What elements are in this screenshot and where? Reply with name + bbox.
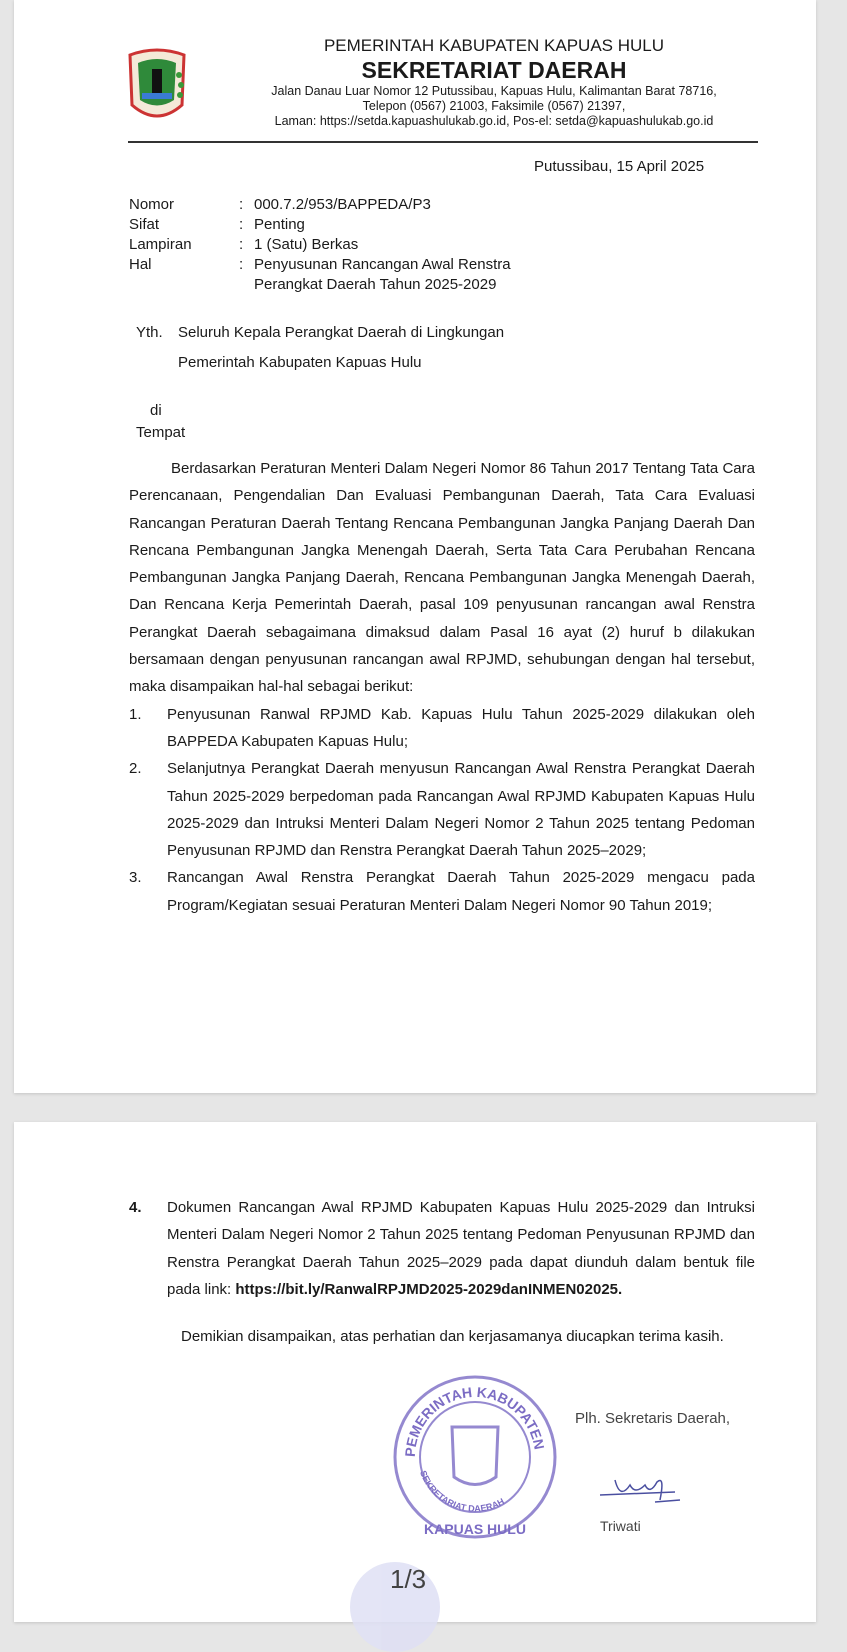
di-label: di <box>150 402 162 419</box>
item-text: Dokumen Rancangan Awal RPJMD Kabupaten Kapuas Hulu 2025-2029 dan Intruksi Menteri Dalam Negeri Nomor 2 Tahun 2025 tentang Pedoman Penyusunan RPJMD dan Renstra Perangkat Daerah Tahun 2025–2029 pada dapat diunduh dalam bentuk file pada link: <box>167 1199 755 1298</box>
recipient-line-2: Pemerintah Kabupaten Kapuas Hulu <box>178 354 422 371</box>
letterhead <box>214 36 774 129</box>
list-item <box>129 1194 755 1303</box>
meta-key: Nomor <box>129 196 175 213</box>
tempat-label: Tempat <box>136 424 186 441</box>
signatory-name: Triwati <box>600 1518 641 1534</box>
letter-body <box>129 455 755 919</box>
download-link[interactable]: https://bit.ly/RanwalRPJMD2025-2029danINMEN02025. <box>235 1280 623 1298</box>
list-item <box>129 755 755 864</box>
svg-text:SEKRETARIAT DAERAH <box>418 1469 506 1514</box>
official-stamp <box>390 1372 560 1542</box>
list-item <box>129 701 755 756</box>
recipient <box>136 318 505 371</box>
item-number: 2. <box>129 760 142 778</box>
meta-value: Penting <box>254 216 305 233</box>
meta-colon: : <box>239 236 244 253</box>
meta-key: Hal <box>129 256 152 273</box>
stamp-text-mid: SEKRETARIAT DAERAH <box>418 1469 506 1514</box>
page-1 <box>14 0 816 1093</box>
item-number: 4. <box>129 1199 142 1216</box>
meta-value: 000.7.2/953/BAPPEDA/P3 <box>254 196 431 213</box>
meta-row <box>129 275 511 295</box>
meta-row <box>129 195 511 215</box>
intro-paragraph: Berdasarkan Peraturan Menteri Dalam Negeri Nomor 86 Tahun 2017 Tentang Tata Cara Perencanaan, Pengendalian Dan Evaluasi Pembangunan Daerah, Tata Cara Evaluasi Rancangan Peraturan Daerah Tentang Rencana Pembangunan Jangka Panjang Daerah Dan Rencana Pembangunan Jangka Menengah Daerah, Serta Tata Cara Perubahan Rencana Pembangunan Jangka Panjang Daerah, Rencana Pembangunan Jangka Menengah Daerah, Dan Rencana Kerja Pemerintah Daerah, pasal 109 penyusunan rancangan awal Renstra Perangkat Daerah sebagaimana dimaksud dalam Pasal 16 ayat (2) huruf b dilakukan bersamaan dengan penyusunan rancangan awal RPJMD, sehubungan dengan hal tersebut, maka disampaikan hal-hal sebagai berikut: <box>129 460 755 696</box>
item-number: 1. <box>129 705 142 723</box>
regency-emblem-logo <box>124 45 190 127</box>
item-text: Rancangan Awal Renstra Perangkat Daerah Tahun 2025-2029 mengacu pada Program/Kegiatan sesuai Peraturan Menteri Dalam Negeri Nomor 90 Tahun 2019; <box>167 869 755 914</box>
meta-row <box>129 215 511 235</box>
page-indicator-text: 1/3 <box>390 1564 427 1594</box>
stamp-text-top: PEMERINTAH KABUPATEN <box>401 1383 548 1458</box>
item-list <box>129 701 755 919</box>
item-text: Selanjutnya Perangkat Daerah menyusun Rancangan Awal Renstra Perangkat Daerah Tahun 2025-2029 berpedoman pada Rancangan Awal RPJMD Kabupaten Kapuas Hulu 2025-2029 dan Intruksi Menteri Dalam Negeri Nomor 2 Tahun 2025 tentang Pedoman Penyusunan RPJMD dan Renstra Perangkat Daerah Tahun 2025–2029; <box>167 760 755 860</box>
meta-value: Penyusunan Rancangan Awal Renstra <box>254 256 511 273</box>
letterhead-address: Jalan Danau Luar Nomor 12 Putussibau, Kapuas Hulu, Kalimantan Barat 78716, <box>271 84 717 98</box>
meta-colon: : <box>239 216 244 233</box>
meta-colon <box>239 275 254 295</box>
handwritten-signature <box>595 1470 685 1510</box>
letterhead-government: PEMERINTAH KABUPATEN KAPUAS HULU <box>323 36 665 55</box>
meta-colon: : <box>239 256 244 273</box>
meta-key: Sifat <box>129 216 160 233</box>
letterhead-divider <box>128 141 758 143</box>
closing-paragraph: Demikian disampaikan, atas perhatian dan kerjasamanya diucapkan terima kasih. <box>181 1328 724 1346</box>
letterhead-phone: Telepon (0567) 21003, Faksimile (0567) 21397, <box>362 99 626 113</box>
letter-date: Putussibau, 15 April 2025 <box>534 158 705 175</box>
list-item <box>129 864 755 919</box>
recipient-place <box>136 400 185 444</box>
meta-key <box>129 275 239 295</box>
item-number: 3. <box>129 869 142 887</box>
letter-body-continued <box>129 1194 755 1350</box>
item-text: Penyusunan Ranwal RPJMD Kab. Kapuas Hulu Tahun 2025-2029 dilakukan oleh BAPPEDA Kabupaten Kapuas Hulu; <box>167 705 755 750</box>
meta-value: 1 (Satu) Berkas <box>254 236 359 253</box>
meta-row <box>129 235 511 255</box>
meta-colon: : <box>239 196 244 213</box>
meta-value: Perangkat Daerah Tahun 2025-2029 <box>254 276 497 293</box>
signature-title: Plh. Sekretaris Daerah, <box>575 1410 731 1427</box>
recipient-prefix: Yth. <box>136 324 163 341</box>
letterhead-office: SEKRETARIAT DAERAH <box>361 57 627 83</box>
meta-key: Lampiran <box>129 236 192 253</box>
letter-meta <box>129 195 511 295</box>
meta-row <box>129 255 511 275</box>
letterhead-web: Laman: https://setda.kapuashulukab.go.id, Pos-el: setda@kapuashulukab.go.id <box>274 114 714 128</box>
recipient-line-1: Seluruh Kepala Perangkat Daerah di Lingkungan <box>178 324 505 341</box>
stamp-text-bottom: KAPUAS HULU <box>424 1521 526 1537</box>
page-indicator[interactable] <box>350 1562 440 1652</box>
